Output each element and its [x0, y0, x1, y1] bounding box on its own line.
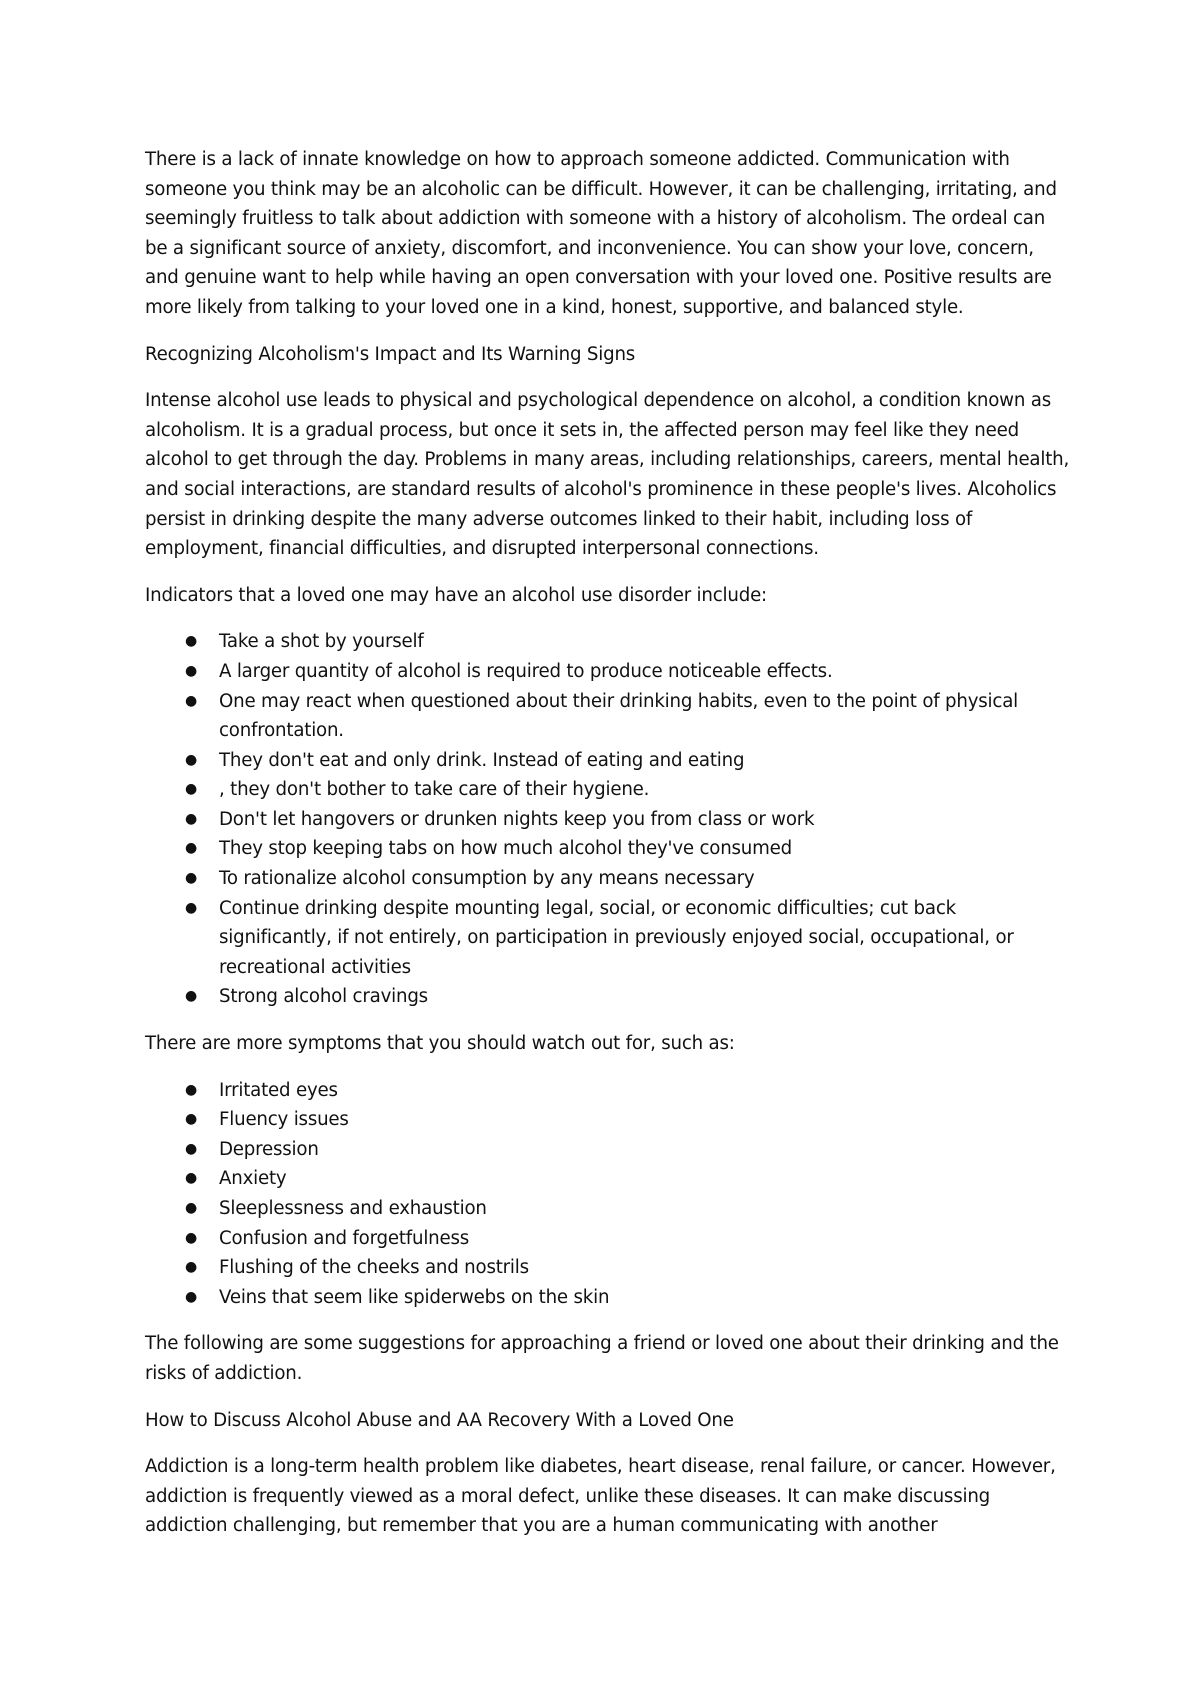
- list-item: [145, 864, 1070, 894]
- list-item: [145, 775, 1070, 805]
- bullet-icon: ●: [185, 988, 198, 1005]
- list-item-text: Don't let hangovers or drunken nights keep you from class or work: [219, 808, 815, 830]
- bullet-icon: ●: [185, 1111, 198, 1128]
- bullet-icon: ●: [185, 1259, 198, 1276]
- list-item: [145, 687, 1070, 746]
- bullet-icon: ●: [185, 662, 198, 679]
- list-item: [145, 1105, 1070, 1135]
- list-item-text: They don't eat and only drink. Instead of eating and eating: [219, 749, 745, 771]
- list-item: [145, 1224, 1070, 1254]
- list-item: [145, 1283, 1070, 1313]
- list-item: [145, 805, 1070, 835]
- list-item-text: One may react when questioned about their drinking habits, even to the point of physical confrontation.: [219, 690, 1018, 742]
- bullet-icon: ●: [185, 1081, 198, 1098]
- list-item-text: Sleeplessness and exhaustion: [219, 1198, 487, 1219]
- list-item: [145, 834, 1070, 864]
- list-item-text: They stop keeping tabs on how much alcohol they've consumed: [219, 838, 792, 860]
- bullet-icon: ●: [185, 840, 198, 857]
- alcoholism-paragraph: Intense alcohol use leads to physical and psychological dependence on alcohol, a condition known as alcoholism. It is a gradual process, but once it sets in, the affected person may feel like they need alcohol to get through the day. Problems in many areas, including relationships, careers, mental health, and social interactions, are standard results of alcohol's prominence in these people's lives. Alcoholics persist in drinking despite the many adverse outcomes linked to their habit, including loss of employment, financial difficulties, and disrupted interpersonal connections.: [145, 390, 1070, 560]
- bullet-icon: ●: [185, 1288, 198, 1305]
- list-item: [145, 657, 1070, 687]
- bullet-icon: ●: [185, 899, 198, 916]
- addiction-paragraph: Addiction is a long-term health problem like diabetes, heart disease, renal failure, or cancer. However, addiction is frequently viewed as a moral defect, unlike these diseases. It can make discussing addiction challenging, but remember that you are a human communicating with another: [145, 1456, 1056, 1537]
- bullet-icon: ●: [185, 692, 198, 709]
- bullet-icon: ●: [185, 870, 198, 887]
- bullet-icon: ●: [185, 1140, 198, 1157]
- indicators-intro: Indicators that a loved one may have an alcohol use disorder include:: [145, 584, 767, 606]
- bullet-icon: ●: [185, 751, 198, 768]
- symptoms-list: [145, 1076, 1070, 1313]
- suggestions-intro: The following are some suggestions for approaching a friend or loved one about their drinking and the risks of addiction.: [145, 1333, 1059, 1384]
- bullet-icon: ●: [185, 1229, 198, 1246]
- list-item: [145, 1253, 1070, 1283]
- list-item-text: To rationalize alcohol consumption by any means necessary: [219, 868, 755, 890]
- intro-paragraph: There is a lack of innate knowledge on how to approach someone addicted. Communication with someone you think may be an alcoholic can be difficult. However, it can be challenging, irritating, and seemingly fruitless to talk about addiction with someone with a history of alcoholism. The ordeal can be a significant source of anxiety, discomfort, and inconvenience. You can show your love, concern, and genuine want to help while having an open conversation with your loved one. Positive results are more likely from talking to your loved one in a kind, honest, supportive, and balanced style.: [145, 149, 1057, 318]
- bullet-icon: ●: [185, 810, 198, 827]
- indicators-list: [145, 627, 1070, 1012]
- bullet-icon: ●: [185, 1200, 198, 1216]
- list-item-text: Confusion and forgetfulness: [219, 1227, 470, 1249]
- list-item-text: Fluency issues: [219, 1109, 349, 1131]
- list-item: [145, 627, 1070, 657]
- list-item-text: Veins that seem like spiderwebs on the skin: [219, 1286, 610, 1308]
- list-item-text: Continue drinking despite mounting legal, social, or economic difficulties; cut back significantly, if not entirely, on participation in previously enjoyed social, occupational, or recreational activities: [219, 897, 1014, 978]
- list-item: [145, 1194, 1070, 1224]
- bullet-icon: ●: [185, 1170, 198, 1187]
- bullet-icon: ●: [185, 633, 198, 650]
- list-item: [145, 1135, 1070, 1165]
- list-item-text: Flushing of the cheeks and nostrils: [219, 1257, 529, 1279]
- list-item-text: , they don't bother to take care of their hygiene.: [219, 779, 650, 801]
- list-item-text: A larger quantity of alcohol is required to produce noticeable effects.: [219, 660, 833, 682]
- list-item-text: Strong alcohol cravings: [219, 986, 428, 1008]
- list-item: [145, 746, 1070, 776]
- bullet-icon: ●: [185, 781, 198, 798]
- list-item: [145, 1076, 1070, 1106]
- document-body: [145, 145, 1070, 1558]
- list-item-text: Anxiety: [219, 1168, 287, 1190]
- section-heading-warning-signs: Recognizing Alcoholism's Impact and Its Warning Signs: [145, 343, 636, 365]
- list-item: [145, 1164, 1070, 1194]
- list-item-text: Irritated eyes: [219, 1079, 338, 1101]
- list-item-text: Depression: [219, 1138, 319, 1160]
- list-item-text: Take a shot by yourself: [219, 631, 424, 653]
- symptoms-intro: There are more symptoms that you should watch out for, such as:: [145, 1033, 735, 1055]
- list-item: [145, 894, 1070, 983]
- section-heading-discuss: How to Discuss Alcohol Abuse and AA Recovery With a Loved One: [145, 1409, 734, 1431]
- list-item: [145, 982, 1070, 1012]
